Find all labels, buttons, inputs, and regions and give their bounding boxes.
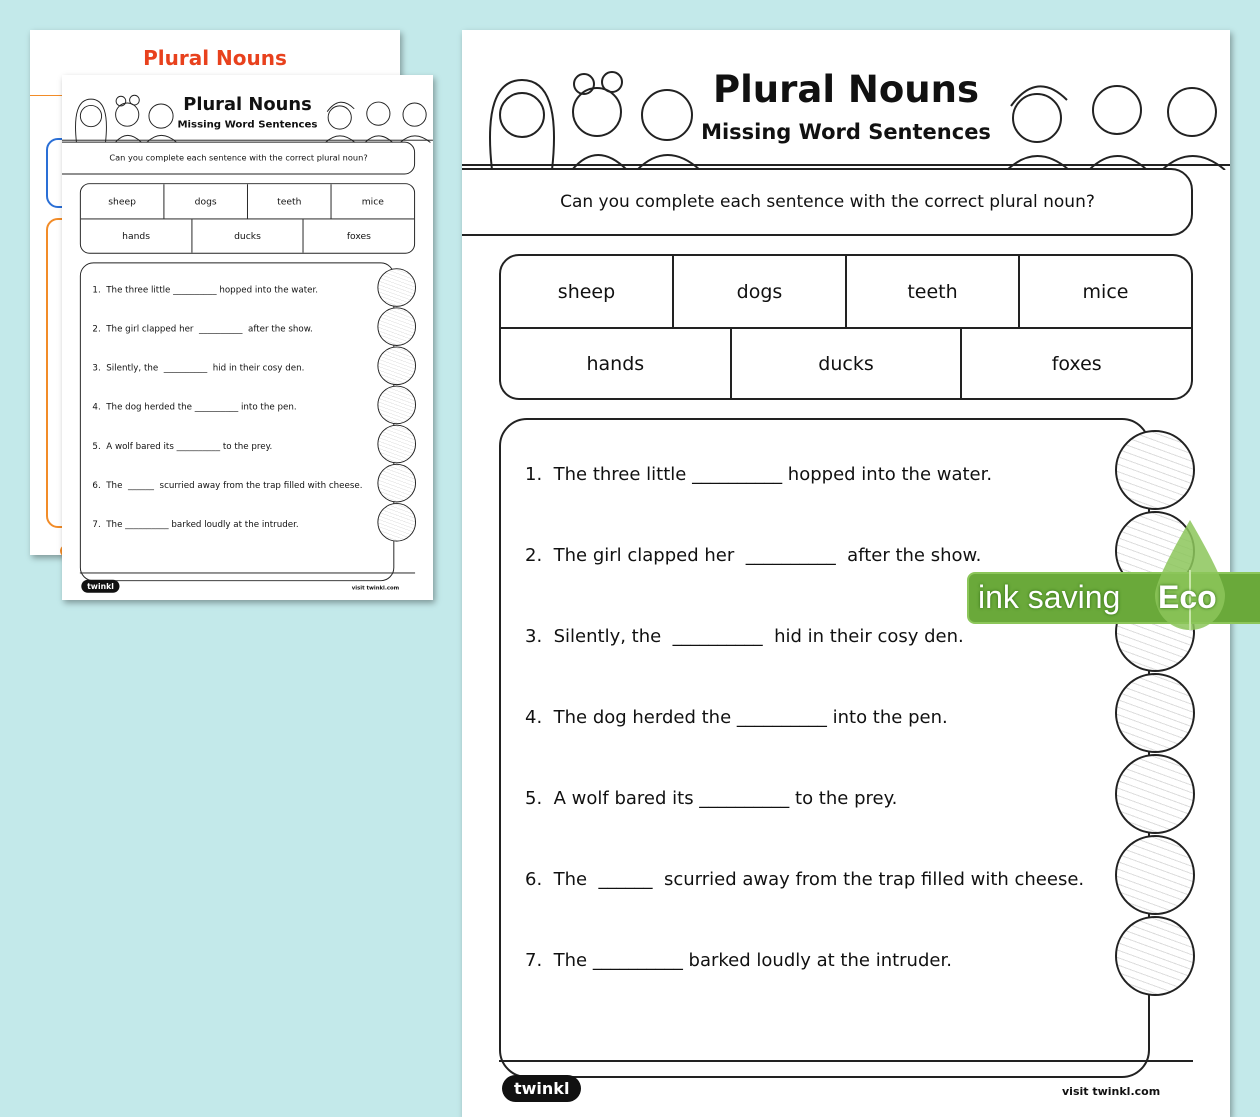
sentence: 2. The girl clapped her __________ after the show. [525,545,982,566]
worksheet-subtitle: Missing Word Sentences [701,120,991,144]
footer-url: visit twinkl.com [1062,1085,1161,1098]
sheep-picture-icon [377,386,416,425]
word-bank-word: ducks [191,219,302,252]
worksheet-preview-small [62,75,433,600]
word-bank-word: sheep [557,280,616,303]
header-divider [462,164,1230,166]
sheep-picture-icon [1115,673,1195,753]
ink-saving-label: ink saving [978,579,1121,615]
word-bank-word: foxes [960,329,1191,398]
word-bank-word: sheep [108,195,136,207]
footer-divider [499,1060,1193,1062]
sentence: 3. Silently, the __________ hid in their cosy den. [525,626,964,647]
mice-picture-icon [377,464,416,503]
sentence: 6. The ______ scurried away from the trap filled with cheese. [92,480,363,491]
footer-divider [80,572,415,573]
word-bank-row [81,218,414,252]
word-bank [499,254,1193,400]
word-bank-word: mice [1018,256,1191,327]
mice-picture-icon [1115,835,1195,915]
eco-label: Eco [1158,579,1217,615]
instruction-text: Can you complete each sentence with the correct plural noun? [560,192,1095,212]
sentence: 7. The __________ barked loudly at the intruder. [92,519,299,530]
sentence: 4. The dog herded the __________ into the pen. [92,401,297,413]
worksheet-subtitle: Missing Word Sentences [177,118,318,131]
word-bank-word: ducks [730,329,961,398]
worksheet-title: Plural Nouns [712,68,979,111]
word-bank-word: foxes [303,219,414,252]
instruction-box [462,168,1193,236]
sentence: 5. A wolf bared its __________ to the prey. [525,788,898,809]
back-title: Plural Nouns [143,46,287,70]
sentence: 1. The three little __________ hopped into the water. [92,284,319,295]
worksheet-title: Plural Nouns [183,93,312,115]
sentence: 6. The ______ scurried away from the trap filled with cheese. [525,869,1085,890]
instruction-box [62,142,415,175]
sentences-box [80,262,394,581]
word-bank [80,183,415,254]
twinkl-logo: twinkl [502,1075,581,1102]
sentences-box [499,418,1150,1078]
word-bank-row [501,256,1191,327]
sentence: 3. Silently, the __________ hid in their cosy den. [92,362,305,374]
word-bank-word: mice [331,184,415,218]
word-bank-word: teeth [247,184,331,218]
ducks-picture-icon [377,268,416,307]
sentence: 2. The girl clapped her __________ after the show. [92,323,313,334]
word-bank-word: hands [122,230,150,242]
sentence: 1. The three little __________ hopped into the water. [525,464,993,485]
dogs-picture-icon [1115,916,1195,996]
word-bank-row [81,184,414,218]
twinkl-logo: twinkl [81,580,119,593]
sentence: 7. The __________ barked loudly at the intruder. [525,950,952,971]
word-bank-word: hands [586,352,645,375]
dogs-picture-icon [377,503,416,542]
instruction-text: Can you complete each sentence with the correct plural noun? [109,153,368,163]
foxes-picture-icon [377,346,416,385]
sentence: 5. A wolf bared its __________ to the prey. [92,441,273,452]
ducks-picture-icon [1115,430,1195,510]
footer-url: visit twinkl.com [351,584,400,591]
word-bank-word: dogs [163,184,247,218]
hands-picture-icon [377,307,416,346]
sentence: 4. The dog herded the __________ into the pen. [525,707,948,728]
word-bank-word: dogs [672,256,845,327]
teeth-picture-icon [377,425,416,464]
word-bank-row [501,327,1191,398]
word-bank-word: teeth [845,256,1018,327]
header-divider [62,140,433,141]
teeth-picture-icon [1115,754,1195,834]
worksheet-page-small [62,75,433,600]
